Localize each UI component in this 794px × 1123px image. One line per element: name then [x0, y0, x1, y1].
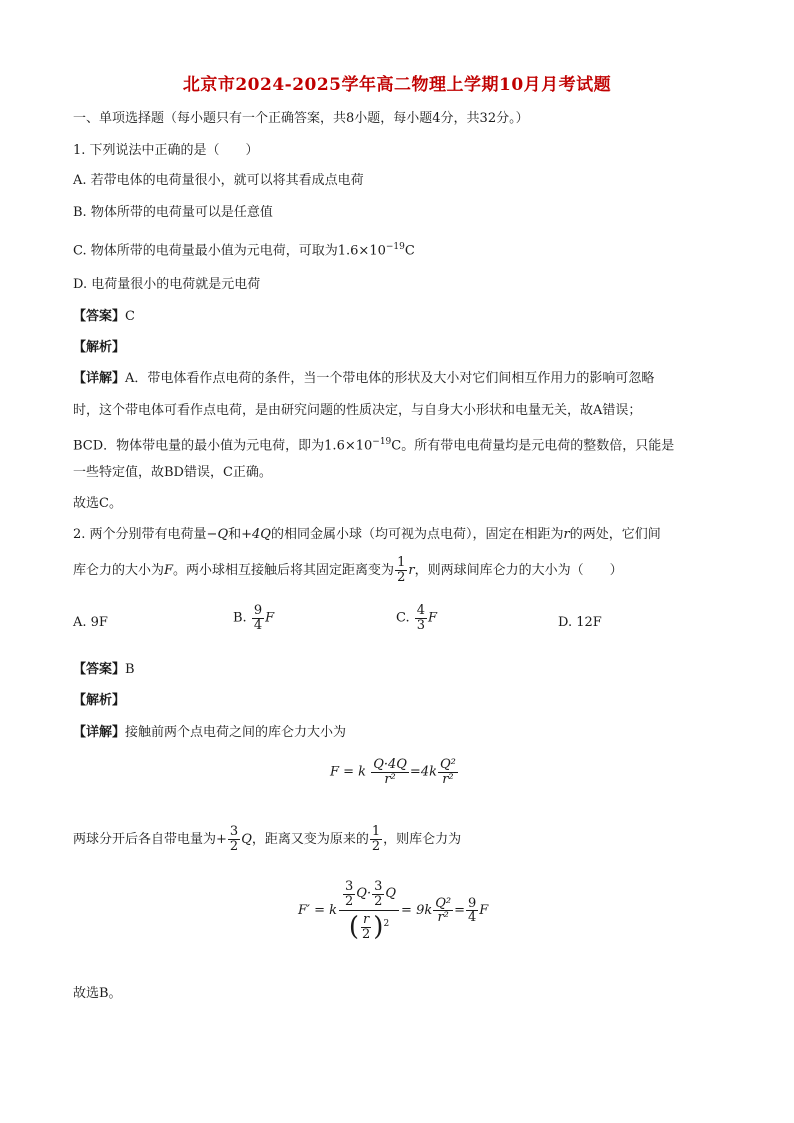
fraction-denominator: 3 [416, 617, 426, 633]
q2-option-b-label: B. [233, 610, 247, 626]
q1-option-d: D. 电荷量很小的电荷就是元电荷 [73, 277, 261, 292]
q1-answer-tag: 【答案】 [73, 309, 126, 324]
q1-detail-line-4: 一些特定值，故BD错误，C正确。 [73, 465, 272, 480]
q2-conclusion: 故选B。 [73, 986, 122, 1001]
eq1-fraction-2 [438, 758, 458, 786]
equation-2 [298, 880, 488, 942]
fraction-numerator: 9 [253, 603, 263, 618]
q2-detail-text-1: 接触前两个点电荷之间的库仑力大小为 [125, 725, 347, 740]
eq2-big-denominator [349, 911, 389, 941]
q2-stem-text-1d: 的两处，它们间 [569, 527, 661, 542]
q1-option-c-value: 1.6×10 [337, 243, 386, 259]
q2-option-d: D. 12F [558, 615, 602, 630]
q2-detail-tag: 【详解】 [73, 725, 126, 740]
fraction-denominator: 2 [397, 570, 406, 585]
fraction-denominator: 2 [371, 839, 381, 854]
q2-detail-text-2c: ，则库仑力为 [383, 832, 462, 847]
fraction-numerator: 1 [397, 555, 406, 571]
q1-stem: 1. 下列说法中正确的是（ ） [73, 143, 259, 158]
eq2-big-fraction [339, 880, 399, 942]
q2-detail-line-2 [73, 822, 461, 858]
q1-option-c-exponent: −19 [385, 242, 405, 252]
q2-stem-text-1a: 2. 两个分别带有电荷量 [73, 527, 207, 542]
equation-1 [330, 758, 459, 786]
right-paren: ) [373, 912, 384, 943]
eq2-middle: = 9k [401, 902, 433, 918]
q2-option-a: A. 9F [73, 615, 108, 630]
fraction-numerator: 4 [416, 603, 426, 618]
q2-detail-line-1 [73, 724, 346, 742]
q2-plus-sign: + [216, 832, 227, 847]
q1-option-c [73, 238, 415, 260]
q2-charge-1: −Q [206, 527, 229, 542]
fraction-denominator: 2 [345, 893, 354, 909]
q1-conclusion: 故选C。 [73, 496, 122, 511]
q2-stem-text-1b: 和 [228, 527, 242, 542]
q2-distance-var-2: r [408, 563, 415, 578]
q1-option-c-unit: C [404, 243, 415, 259]
q2-option-c-var: F [428, 610, 438, 626]
fraction-denominator: 4 [468, 910, 477, 926]
q2-force-var: F [164, 563, 174, 578]
q1-detail-text-1: A．带电体看作点电荷的条件，当一个带电体的形状及大小对它们间相互作用力的影响可忽略 [125, 371, 655, 386]
q2-analysis-tag: 【解析】 [73, 693, 126, 708]
eq2-charge-b: Q [385, 886, 397, 902]
fraction-denominator: 4 [253, 617, 263, 633]
fraction-denominator: r² [384, 771, 396, 787]
eq2-frac-d [466, 897, 478, 925]
fraction-denominator: 2 [229, 839, 239, 854]
q1-detail-line-1 [73, 370, 654, 388]
eq2-frac-a [343, 880, 355, 908]
q2-stem-line-2 [73, 553, 623, 589]
fraction-numerator: Q² [439, 757, 456, 772]
fraction-numerator: Q·4Q [373, 757, 407, 772]
eq2-lhs: F′ = k [298, 902, 338, 918]
eq2-square: 2 [383, 919, 390, 930]
eq2-frac-r [360, 913, 372, 941]
q2-fraction-three-halves [228, 825, 240, 853]
q1-detail-text-3b: C。所有带电电荷量均是元电荷的整数倍，只能是 [391, 438, 675, 454]
q2-distance-var: r [563, 527, 570, 542]
q2-stem-text-2b: 。两小球相互接触后将其固定距离变为 [173, 563, 395, 578]
q2-charge-2: +4Q [241, 527, 271, 542]
q1-option-a: A. 若带电体的电荷量很小，就可以将其看成点电荷 [73, 173, 364, 188]
q2-stem-text-2c: ，则两球间库仑力的大小为（ ） [414, 563, 623, 578]
fraction-denominator: 2 [374, 893, 383, 909]
q1-option-b: B. 物体所带的电荷量可以是任意值 [73, 205, 273, 220]
fraction-numerator: 9 [468, 895, 477, 911]
q1-answer-value: C [125, 309, 135, 324]
q2-answer-value: B [125, 662, 135, 677]
q2-option-c-fraction [415, 604, 427, 632]
eq2-frac-c [433, 897, 453, 925]
q2-charge-var: Q [241, 832, 252, 847]
q1-detail-line-3 [73, 433, 674, 455]
q2-fraction-half [395, 556, 407, 584]
eq2-big-numerator [339, 880, 399, 911]
q1-option-c-text: C. 物体所带的电荷量最小值为元电荷，可取为 [73, 243, 338, 259]
eq1-lhs: F = k [330, 764, 367, 780]
eq2-frac-b [372, 880, 384, 908]
q2-option-c-label: C. [396, 610, 410, 626]
fraction-numerator: 3 [345, 879, 354, 894]
eq2-equals: = [454, 902, 466, 918]
fraction-numerator: r [363, 912, 370, 928]
q2-answer [73, 661, 135, 679]
left-paren: ( [348, 912, 360, 943]
q2-option-c [396, 604, 437, 632]
q1-detail-text-3a: BCD．物体带电量的最小值为元电荷，即为1.6×10 [73, 438, 373, 454]
fraction-denominator: r² [442, 771, 454, 787]
q1-detail-line-2: 时，这个带电体可看作点电荷，是由研究问题的性质决定，与自身大小形状和电量无关，故A错误； [73, 403, 642, 418]
q2-answer-tag: 【答案】 [73, 662, 126, 677]
q2-fraction-half-2 [370, 825, 382, 853]
fraction-denominator: r² [437, 910, 449, 926]
page-title: 北京市2024-2025学年高二物理上学期10月月考试题 [182, 75, 612, 95]
eq1-fraction-1 [371, 758, 409, 786]
q2-option-b-var: F [265, 610, 275, 626]
q2-option-b-fraction [252, 604, 264, 632]
q2-stem-text-2a: 库仑力的大小为 [73, 563, 165, 578]
fraction-numerator: 3 [374, 879, 383, 894]
q1-analysis-tag: 【解析】 [73, 340, 126, 355]
fraction-denominator: 2 [362, 926, 371, 942]
q1-answer [73, 308, 135, 326]
fraction-numerator: 1 [371, 824, 381, 840]
q1-detail-exponent: −19 [372, 437, 392, 447]
eq1-middle: =4k [409, 764, 437, 780]
section-header: 一、单项选择题（每小题只有一个正确答案，共8小题，每小题4分，共32分。） [73, 111, 529, 126]
q2-detail-text-2a: 两球分开后各自带电量为 [73, 832, 217, 847]
q1-detail-tag: 【详解】 [73, 371, 126, 386]
fraction-numerator: 3 [229, 824, 239, 840]
q2-detail-text-2b: ，距离又变为原来的 [251, 832, 369, 847]
q2-stem-line-1 [73, 526, 661, 544]
fraction-numerator: Q² [435, 895, 452, 911]
q2-stem-text-1c: 的相同金属小球（均可视为点电荷），固定在相距为 [270, 527, 564, 542]
q2-option-b [233, 604, 274, 632]
eq2-force: F [479, 902, 489, 918]
eq2-charge-a: Q· [356, 886, 372, 902]
